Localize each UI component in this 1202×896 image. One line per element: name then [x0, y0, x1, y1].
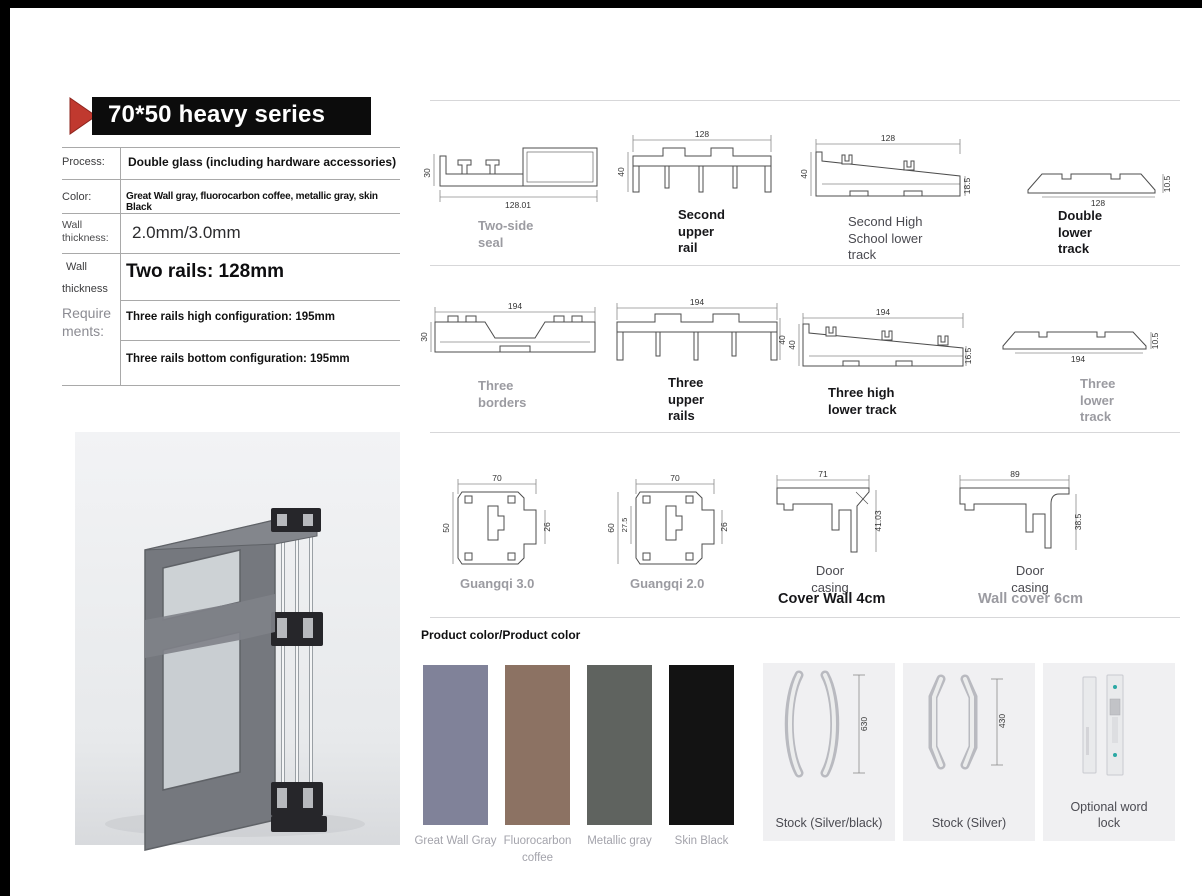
svg-text:630: 630 [859, 716, 869, 732]
svg-text:128: 128 [694, 129, 710, 139]
svg-text:26: 26 [542, 522, 552, 532]
svg-text:26: 26 [719, 522, 729, 532]
svg-text:60: 60 [606, 523, 616, 533]
color-swatch-fluorocarbon-coffee [505, 665, 570, 868]
svg-text:30: 30 [419, 332, 429, 342]
svg-text:128: 128 [1090, 198, 1106, 208]
profile-door-casing-4cm [772, 470, 887, 562]
svg-text:194: 194 [1070, 354, 1086, 364]
svg-text:70: 70 [492, 473, 502, 483]
profile-double-lower-track [1022, 158, 1172, 208]
table-line [62, 147, 400, 148]
table-divider [120, 147, 121, 385]
profile-label: Second High School lower track [848, 214, 923, 263]
profile-label: Guangqi 2.0 [630, 576, 705, 591]
req-label-2: thickness [62, 283, 108, 295]
profile-door-casing-6cm [955, 470, 1087, 562]
page-title: 70*50 heavy series [92, 97, 371, 135]
left-black-strip [0, 0, 10, 896]
process-label: Process: [62, 156, 105, 168]
profile-label: Two-side seal [478, 218, 534, 250]
table-line [120, 300, 400, 301]
profile-two-side-seal [422, 140, 605, 210]
profile-label: Door casing [811, 563, 849, 595]
window-product-photo [75, 432, 400, 845]
swatch-label: Metallic gray [587, 835, 652, 847]
profile-second-high-lower-track [799, 133, 972, 204]
profile-guangqi-3 [441, 473, 553, 574]
swatch-block [587, 665, 652, 825]
profile-three-upper-rails [612, 297, 787, 368]
svg-text:38.5: 38.5 [1073, 513, 1083, 531]
profile-label: Three high lower track [828, 385, 897, 417]
svg-text:194: 194 [875, 307, 891, 317]
card-word-lock [1043, 663, 1175, 841]
profile-guangqi-2 [606, 473, 730, 574]
color-swatch-great-wall-gray [414, 665, 497, 868]
profile-label: Door casing [1011, 563, 1049, 595]
svg-text:128.01: 128.01 [505, 200, 531, 210]
card-handle-silver [903, 663, 1035, 841]
card-label: Optional word lock [1070, 799, 1148, 830]
separator-rule [430, 432, 1180, 433]
profile-three-borders [419, 301, 600, 374]
svg-text:128: 128 [880, 133, 896, 143]
window-render [75, 432, 400, 845]
profile-label: Wall cover 6cm [978, 591, 1084, 607]
color-value: Great Wall gray, fluorocarbon coffee, metallic gray, skin Black [126, 191, 378, 213]
profile-label: Three borders [478, 378, 527, 410]
svg-text:10.5: 10.5 [1162, 175, 1172, 193]
svg-text:16.5: 16.5 [963, 347, 973, 365]
svg-text:70: 70 [670, 473, 680, 483]
svg-text:10.5: 10.5 [1150, 332, 1160, 350]
svg-text:71: 71 [818, 469, 828, 479]
req-label-1: Wall [66, 261, 87, 273]
req-value-2: Three rails high configuration: 195mm [126, 311, 335, 323]
profile-three-high-lower-track [787, 307, 973, 378]
profile-second-upper-rail [616, 128, 775, 198]
lock-drawing [1043, 663, 1175, 785]
separator-rule [430, 100, 1180, 101]
swatch-block [505, 665, 570, 825]
profile-label: Three lower track [1080, 376, 1116, 425]
process-value: Double glass (including hardware accessories) [128, 155, 397, 169]
separator-rule [430, 265, 1180, 266]
profile-label: Second upper rail [678, 207, 725, 256]
series-title-banner [68, 96, 371, 136]
card-label: Stock (Silver) [931, 815, 1007, 830]
svg-text:89: 89 [1010, 469, 1020, 479]
req-label-4: ments: [62, 323, 105, 339]
card-label: Stock (Silver/black) [775, 815, 883, 830]
req-value-main: Two rails: 128mm [126, 261, 285, 282]
svg-text:41.03: 41.03 [873, 510, 883, 532]
svg-text:30: 30 [422, 168, 432, 178]
svg-text:18.5: 18.5 [962, 177, 972, 195]
table-line [62, 213, 400, 214]
swatch-label: Great Wall Gray [414, 835, 497, 847]
table-line [120, 340, 400, 341]
table-line [62, 385, 400, 386]
profile-label: Guangqi 3.0 [460, 576, 535, 591]
table-line [62, 253, 400, 254]
wall-thickness-label-1: Wall [62, 219, 83, 231]
svg-text:194: 194 [689, 297, 705, 307]
color-swatch-metallic-gray [587, 665, 652, 868]
svg-text:27.5: 27.5 [620, 517, 629, 533]
profile-label: Cover Wall 4cm [778, 591, 886, 607]
swatch-block [669, 665, 734, 825]
swatch-label: Fluorocarbon coffee [503, 835, 572, 865]
color-label: Color: [62, 191, 92, 203]
req-label-3: Require [62, 305, 112, 321]
svg-text:194: 194 [507, 301, 523, 311]
svg-text:40: 40 [787, 340, 797, 350]
wall-thickness-label-2: thickness: [62, 232, 109, 244]
handle-pair-drawing [763, 663, 895, 785]
swatch-block [423, 665, 488, 825]
profile-label: Double lower track [1058, 208, 1103, 257]
handle-pair-drawing [903, 663, 1035, 785]
req-value-3: Three rails bottom configuration: 195mm [126, 353, 350, 365]
spec-table [62, 147, 400, 385]
svg-text:40: 40 [799, 169, 809, 179]
svg-text:430: 430 [997, 713, 1007, 729]
card-handle-silver-black [763, 663, 895, 841]
color-swatch-skin-black [669, 665, 734, 868]
hardware-card-row [763, 663, 1175, 841]
svg-text:40: 40 [616, 167, 626, 177]
profile-three-lower-track [998, 318, 1160, 364]
svg-text:40: 40 [777, 335, 787, 345]
product-color-heading: Product color/Product color [421, 628, 581, 642]
swatch-label: Skin Black [674, 835, 729, 847]
separator-rule [430, 617, 1180, 618]
color-swatch-row [414, 665, 734, 868]
profile-label: Three upper rails [668, 375, 705, 424]
wall-thickness-value: 2.0mm/3.0mm [132, 223, 241, 242]
table-line [62, 179, 400, 180]
svg-text:50: 50 [441, 523, 451, 533]
top-black-strip [0, 0, 1202, 8]
